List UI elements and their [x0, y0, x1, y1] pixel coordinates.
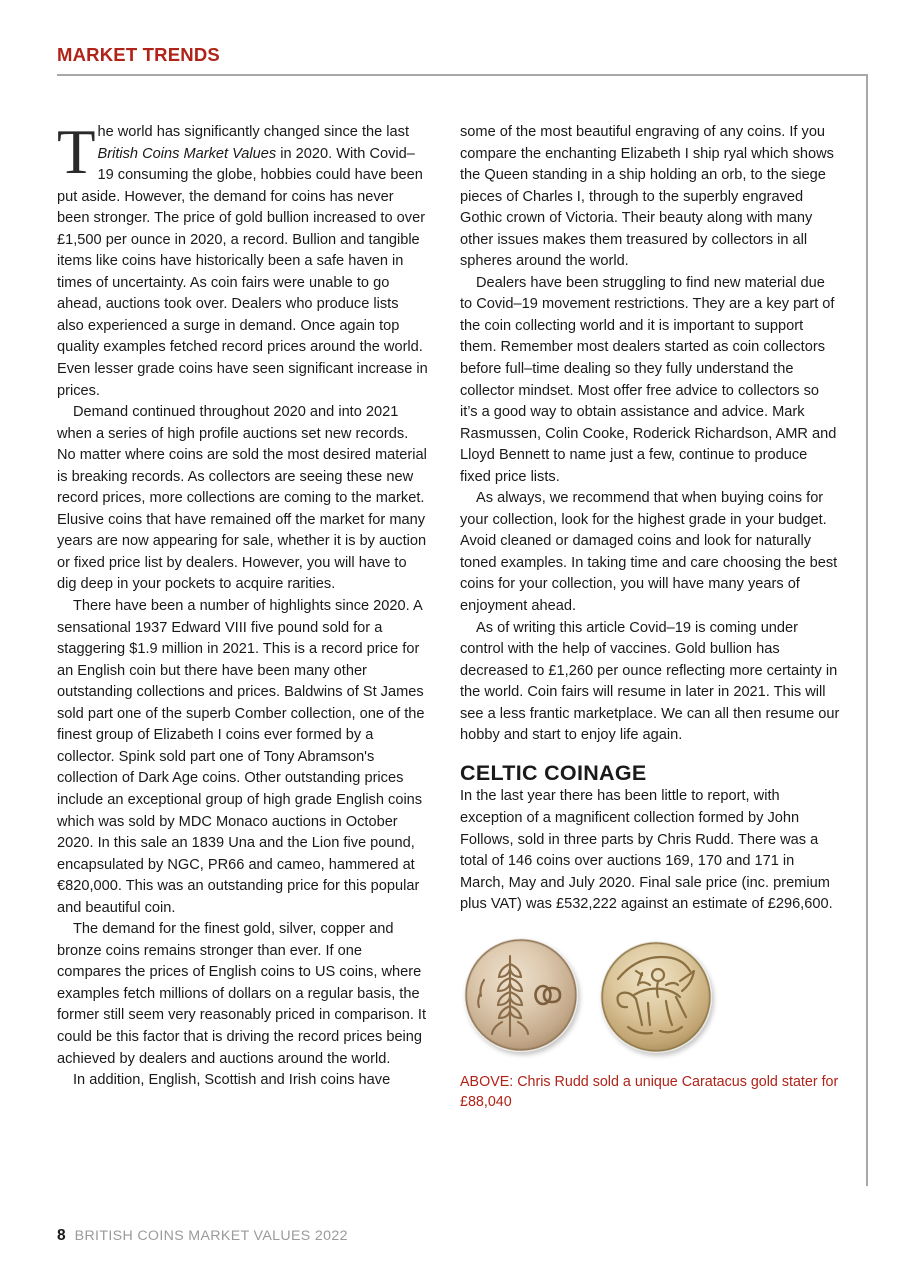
paragraph-demand-2020-2021: Demand continued throughout 2020 and into 2021 when a series of high profile auctions set new records. No matter where coins are sold the most desired material is breaking records. As collectors are seeing these new record prices, more collections are coming to the market. Elusive coins that have remained off the market for many years are now appearing for sale, whether it is by auction or fixed price list by dealers. However, you will have to dig deep in your pockets to acquire rarities.	[57, 404, 427, 593]
paragraph-intro-part1: he world has significantly changed since the last	[97, 124, 409, 140]
figure-caption: ABOVE: Chris Rudd sold a unique Caratacus gold stater for £88,040	[460, 1073, 839, 1111]
page-section-title: MARKET TRENDS	[57, 44, 220, 65]
page-footer	[57, 1227, 348, 1245]
paragraph-engraving: some of the most beautiful engraving of any coins. If you compare the enchanting Elizabeth I ship ryal which shows the Queen standing in a ship holding an orb, to the siege pieces of Charles I, through to the superbly engraved Gothic crown of Victoria. Their beauty along with many other issues makes them treasured by collectors in all spheres around the world.	[460, 124, 834, 270]
paragraph-column-bridge: In addition, English, Scottish and Irish coins have	[73, 1072, 391, 1089]
book-title-italic: British Coins Market Values	[97, 145, 277, 162]
paragraph-demand-metals: The demand for the finest gold, silver, copper and bronze coins remains stronger than ever. If one compares the prices of English coins to US coins, where examples fetch millions of dollars on a regular basis, the former still seem very reasonably priced in comparison. It could be this factor that is driving the record prices being achieved by dealers and auctions around the world.	[57, 921, 427, 1067]
paragraph-intro-part2: in 2020. With Covid–19 consuming the globe, hobbies could have been put aside. However, the demand for coins has never been stronger. The price of gold bullion increased to over £1,500 per ounce in 2020, a record. Bullion and tangible items like coins have historically been a safe haven in times of uncertainty. As coin fairs were unable to go ahead, auctions took over. Dealers who produce lists also experienced a surge in demand. Once again top quality examples fetched record prices around the world. Even lesser grade coins have seen significant increase in prices.	[57, 145, 428, 399]
subheading-celtic-coinage: CELTIC COINAGE	[460, 760, 647, 785]
paragraph-covid-outlook: As of writing this article Covid–19 is coming under control with the help of vaccines. Gold bullion has decreased to £1,260 per ounce reflecting more certainty in the world. Coin fairs will resume in later in 2021. This will see a less frantic marketplace. We can all then resume our hobby and start to enjoy life again.	[460, 619, 840, 744]
coin-figure	[460, 938, 840, 1066]
paragraph-intro	[57, 117, 428, 402]
celtic-gold-stater-reverse-horseman-image	[600, 941, 712, 1053]
celtic-gold-stater-obverse-corn-ear-image	[464, 938, 578, 1052]
article-column-right	[460, 122, 840, 1113]
paragraph-buying-advice: As always, we recommend that when buying coins for your collection, look for the highest grade in your budget. Avoid cleaned or damaged coins and look for naturally toned examples. In taking time and care choosing the best coins for your collection, you will have many years of enjoyment ahead.	[460, 490, 838, 615]
paragraph-celtic-coinage: In the last year there has been little to report, with exception of a magnificent collection formed by John Follows, sold in three parts by Chris Rudd. There was a total of 146 coins over auctions 169, 170 and 171 in March, May and July 2020. Final sale price (inc. premium plus VAT) was £532,222 against an estimate of £296,600.	[460, 788, 833, 913]
paragraph-dealers: Dealers have been struggling to find new material due to Covid–19 movement restrictions. They are a key part of the coin collecting world and it is important to support them. Remember most dealers started as coin collectors before full–time dealing so they fully understand the collector mindset. Most offer free advice to collectors so it’s a good way to obtain assistance and advice. Mark Rasmussen, Colin Cooke, Roderick Richardson, AMR and Lloyd Bennett to name just a few, continue to produce fixed price lists.	[460, 274, 837, 485]
header-horizontal-rule	[57, 74, 868, 76]
paragraph-highlights: There have been a number of highlights since 2020. A sensational 1937 Edward VIII five pound sold for a staggering $1.9 million in 2021. This is a record price for an English coin but there have been many other outstanding collections and prices. Baldwins of St James sold part one of the superb Comber collection, one of the finest group of Elizabeth I coins ever formed by a collector. Spink sold part one of Tony Abramson's collection of Dark Age coins. Other outstanding prices include an exceptional group of high grade English coins which was sold by MDC Monaco auctions in October 2020. In this sale an 1839 Una and the Lion five pound, encapsulated by NGC, PR66 and cameo, hammered at €820,000. This was an outstanding price for this popular and beautiful coin.	[57, 598, 425, 916]
footer-publication-title: BRITISH COINS MARKET VALUES 2022	[74, 1228, 348, 1244]
page-vertical-rule	[866, 74, 868, 1186]
footer-page-number: 8	[57, 1227, 66, 1244]
article-column-left	[57, 117, 428, 1092]
drop-cap-letter: T	[57, 117, 96, 187]
